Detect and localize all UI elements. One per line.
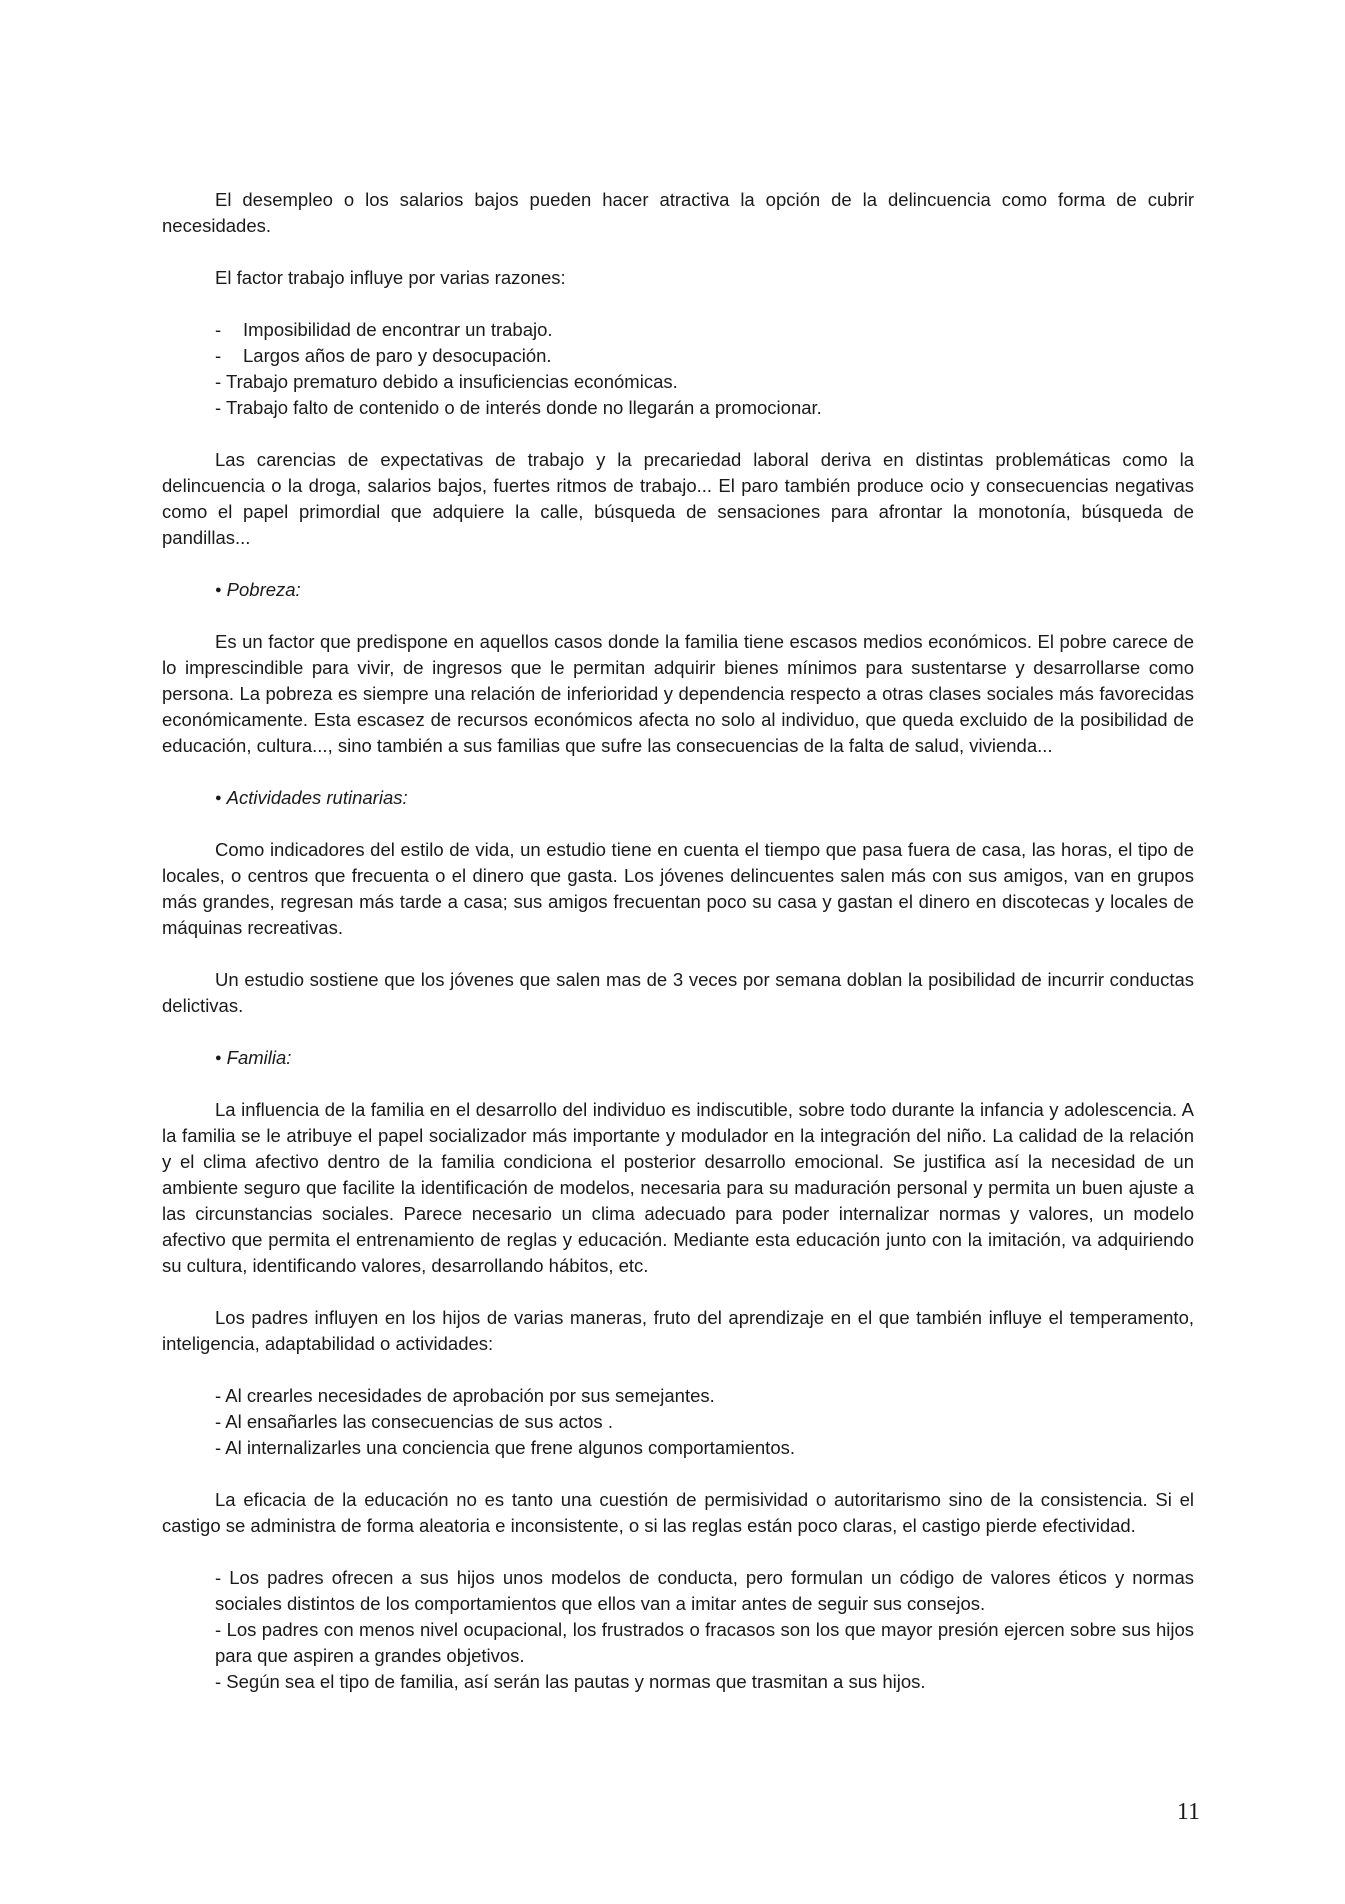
list-padres xyxy=(162,1383,1194,1461)
list-item: - Los padres ofrecen a sus hijos unos modelos de conducta, pero formulan un código de valores éticos y normas sociales distintos de los comportamientos que ellos van a imitar antes de seguir sus consejos. xyxy=(215,1567,1194,1614)
list-item: - Trabajo prematuro debido a insuficiencias económicas. xyxy=(215,371,678,392)
dash-marker: - xyxy=(215,345,222,366)
list-item: - Según sea el tipo de familia, así serán las pautas y normas que trasmitan a sus hijos. xyxy=(215,1671,926,1692)
paragraph-padres: Los padres influyen en los hijos de varias maneras, fruto del aprendizaje en el que también influye el temperamento, inteligencia, adaptabilidad o actividades: xyxy=(162,1307,1194,1354)
bullet-icon: ● xyxy=(215,584,222,596)
list-item: - Trabajo falto de contenido o de interés donde no llegarán a promocionar. xyxy=(215,397,822,418)
list-item: - Imposibilidad de encontrar un trabajo. xyxy=(162,317,1194,343)
list-item: - Largos años de paro y desocupación. xyxy=(162,343,1194,369)
paragraph-familia: La influencia de la familia en el desarrollo del individuo es indiscutible, sobre todo durante la infancia y adolescencia. A la familia se le atribuye el papel socializador más importante y modulador en la integración del niño. La calidad de la relación y el clima afectivo dentro de la familia condiciona el posterior desarrollo emocional. Se justifica así la necesidad de un ambiente seguro que facilite la identificación de modelos, necesaria para su maduración personal y permita un buen ajuste a las circunstancias sociales. Parece necesario un clima adecuado para poder internalizar normas y valores, un modelo afectivo que permita el entrenamiento de reglas y educación. Mediante esta educación junto con la imitación, va adquiriendo su cultura, identificando valores, desarrollando hábitos, etc. xyxy=(162,1099,1194,1276)
page-number: 11 xyxy=(1176,1799,1200,1825)
bullet-icon: ● xyxy=(215,1052,222,1064)
paragraph-desempleo: El desempleo o los salarios bajos pueden hacer atractiva la opción de la delincuencia como forma de cubrir necesidades. xyxy=(162,189,1194,236)
list-item: - Al internalizarles una conciencia que frene algunos comportamientos. xyxy=(215,1437,795,1458)
section-heading-pobreza: ● Pobreza: xyxy=(215,579,301,600)
paragraph-factor-trabajo: El factor trabajo influye por varias razones: xyxy=(215,267,566,288)
paragraph-pobreza: Es un factor que predispone en aquellos casos donde la familia tiene escasos medios económicos. El pobre carece de lo imprescindible para vivir, de ingresos que le permitan adquirir bienes mínimos para sustentarse y desarrollarse como persona. La pobreza es siempre una relación de inferioridad y dependencia respecto a otras clases sociales más favorecidas económicamente. Esta escasez de recursos económicos afecta no solo al individuo, que queda excluido de la posibilidad de educación, cultura..., sino también a sus familias que sufre las consecuencias de la falta de salud, vivienda... xyxy=(162,631,1194,756)
dash-marker: - xyxy=(215,319,222,340)
paragraph-estudio: Un estudio sostiene que los jóvenes que salen mas de 3 veces por semana doblan la posibilidad de incurrir conductas delictivas. xyxy=(162,969,1194,1016)
list-item: - Al crearles necesidades de aprobación por sus semejantes. xyxy=(215,1385,715,1406)
paragraph-eficacia: La eficacia de la educación no es tanto una cuestión de permisividad o autoritarismo sino de la consistencia. Si el castigo se administra de forma aleatoria e inconsistente, o si las reglas están poco claras, el castigo pierde efectividad. xyxy=(162,1489,1194,1536)
section-heading-familia: ● Familia: xyxy=(215,1047,292,1068)
paragraph-carencias: Las carencias de expectativas de trabajo y la precariedad laboral deriva en distintas problemáticas como la delincuencia o la droga, salarios bajos, fuertes ritmos de trabajo... El paro también produce ocio y consecuencias negativas como el papel primordial que adquiere la calle, búsqueda de sensaciones para afrontar la monotonía, búsqueda de pandillas... xyxy=(162,449,1194,548)
list-item: - Los padres con menos nivel ocupacional, los frustrados o fracasos son los que mayor presión ejercen sobre sus hijos para que aspiren a grandes objetivos. xyxy=(215,1619,1194,1666)
list-razones-trabajo xyxy=(162,317,1194,421)
list-modelos xyxy=(162,1565,1194,1695)
paragraph-estilo-vida: Como indicadores del estilo de vida, un estudio tiene en cuenta el tiempo que pasa fuera de casa, las horas, el tipo de locales, o centros que frecuenta o el dinero que gasta. Los jóvenes delincuentes salen más con sus amigos, van en grupos más grandes, regresan más tarde a casa; sus amigos frecuentan poco su casa y gastan el dinero en discotecas y locales de máquinas recreativas. xyxy=(162,839,1194,938)
list-item: - Al ensañarles las consecuencias de sus actos . xyxy=(215,1411,613,1432)
bullet-icon: ● xyxy=(215,792,222,804)
page-body xyxy=(162,187,1194,1695)
section-heading-actividades: ● Actividades rutinarias: xyxy=(215,787,408,808)
